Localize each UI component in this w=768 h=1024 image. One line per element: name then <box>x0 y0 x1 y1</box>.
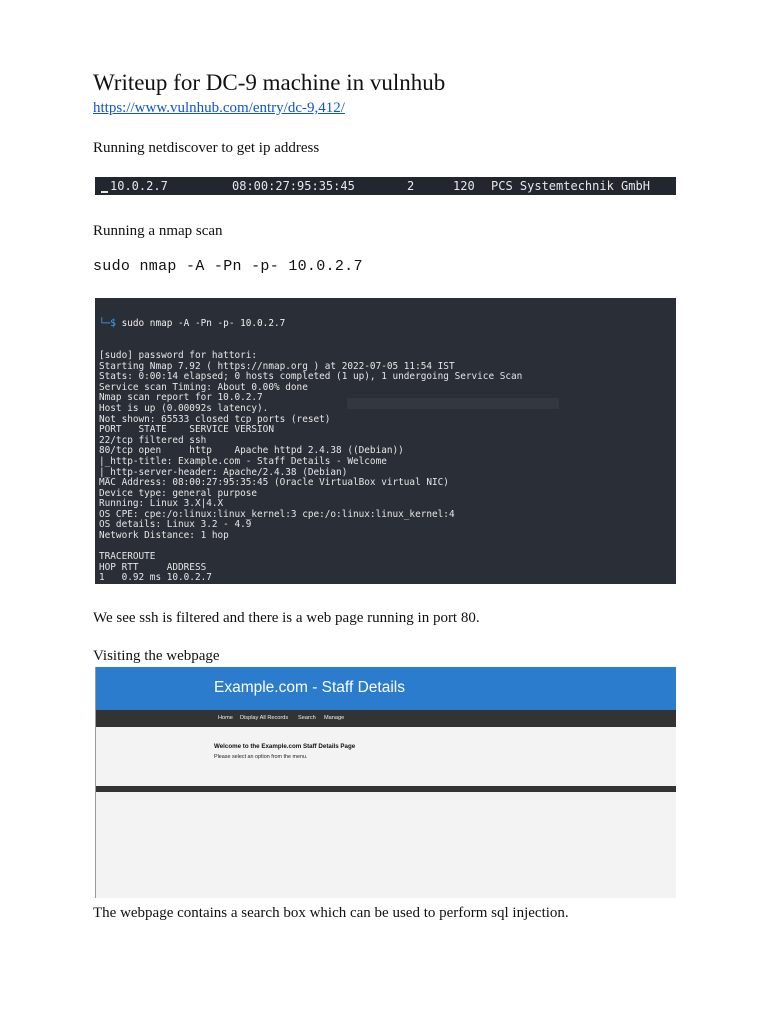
web-welcome-text: Please select an option from the menu. <box>214 754 308 760</box>
paragraph-ssh-filtered: We see ssh is filtered and there is a web page running in port 80. <box>93 610 480 626</box>
terminal-output-line: 1 0.92 ms 10.0.2.7 <box>99 572 212 584</box>
nmap-command: sudo nmap -A -Pn -p- 10.0.2.7 <box>93 258 363 275</box>
web-header-bar <box>95 667 676 710</box>
paragraph-visiting: Visiting the webpage <box>93 648 220 664</box>
web-content-area <box>95 727 676 786</box>
netdiscover-ip: 10.0.2.7 <box>110 179 168 193</box>
netdiscover-mac: 08:00:27:95:35:45 <box>232 179 355 193</box>
terminal-output-line: Device type: general purpose <box>99 487 258 499</box>
terminal-output-line: Not shown: 65533 closed tcp ports (reset) <box>99 413 331 425</box>
terminal-output-line: Network Distance: 1 hop <box>99 530 229 542</box>
vulnhub-link[interactable]: https://www.vulnhub.com/entry/dc-9,412/ <box>93 100 345 116</box>
terminal-output-line <box>99 542 669 553</box>
prompt-command: sudo nmap -A -Pn -p- 10.0.2.7 <box>121 318 286 330</box>
document-title: Writeup for DC-9 machine in vulnhub <box>93 70 446 95</box>
netdiscover-output <box>95 177 676 195</box>
webpage-screenshot <box>95 667 676 898</box>
web-nav-manage[interactable]: Manage <box>324 715 345 721</box>
paragraph-netdiscover: Running netdiscover to get ip address <box>93 140 320 156</box>
web-left-border <box>95 667 96 898</box>
netdiscover-len: 120 <box>453 179 475 193</box>
web-nav-display-all-records[interactable]: Display All Records <box>240 715 289 721</box>
terminal-cursor <box>101 191 108 193</box>
web-nav-bar <box>95 710 676 727</box>
terminal-output-line: 22/tcp filtered ssh <box>99 434 207 446</box>
web-nav-search[interactable]: Search <box>298 715 316 721</box>
terminal-output-line: OS details: Linux 3.2 - 4.9 <box>99 519 252 531</box>
terminal-output-line: OS CPE: cpe:/o:linux:linux_kernel:3 cpe:/o:linux:linux_kernel:4 <box>99 508 455 520</box>
terminal-output-line: PORT STATE SERVICE VERSION <box>99 424 274 436</box>
terminal-output-line: Host is up (0.00092s latency). <box>99 402 269 414</box>
terminal-output-line: Nmap scan report for 10.0.2.7 <box>99 392 263 404</box>
terminal-output-line: Service scan Timing: About 0.00% done <box>99 381 308 393</box>
terminal-output-line: HOP RTT ADDRESS <box>99 561 207 573</box>
terminal-prompt-line <box>99 319 669 330</box>
terminal-output-line: Stats: 0:00:14 elapsed; 0 hosts completed (1 up), 1 undergoing Service Scan <box>99 371 523 383</box>
nmap-terminal <box>95 298 676 584</box>
terminal-output-line: Running: Linux 3.X|4.X <box>99 498 224 510</box>
paragraph-nmap: Running a nmap scan <box>93 223 223 239</box>
terminal-output-line: Starting Nmap 7.92 ( https://nmap.org ) at 2022-07-05 11:54 IST <box>99 360 455 372</box>
terminal-output-line: 80/tcp open http Apache httpd 2.4.38 ((Debian)) <box>99 445 404 457</box>
paragraph-sql-injection: The webpage contains a search box which can be used to perform sql injection. <box>93 905 569 921</box>
web-welcome-heading: Welcome to the Example.com Staff Details Page <box>214 743 356 750</box>
netdiscover-count: 2 <box>407 179 415 193</box>
terminal-output-line: |_http-server-header: Apache/2.4.38 (Debian) <box>99 466 348 478</box>
web-nav-home[interactable]: Home <box>218 715 233 721</box>
web-header-title: Example.com - Staff Details <box>214 679 405 696</box>
netdiscover-vendor: PCS Systemtechnik GmbH <box>491 179 650 193</box>
prompt-arrow: └─$ <box>99 318 122 330</box>
terminal-output-line: TRACEROUTE <box>99 551 156 563</box>
terminal-output-line: [sudo] password for hattori: <box>99 349 258 361</box>
terminal-output-line: MAC Address: 08:00:27:95:35:45 (Oracle VirtualBox virtual NIC) <box>99 477 449 489</box>
terminal-output-line: |_http-title: Example.com - Staff Details - Welcome <box>99 455 387 467</box>
web-empty-area <box>95 792 676 898</box>
